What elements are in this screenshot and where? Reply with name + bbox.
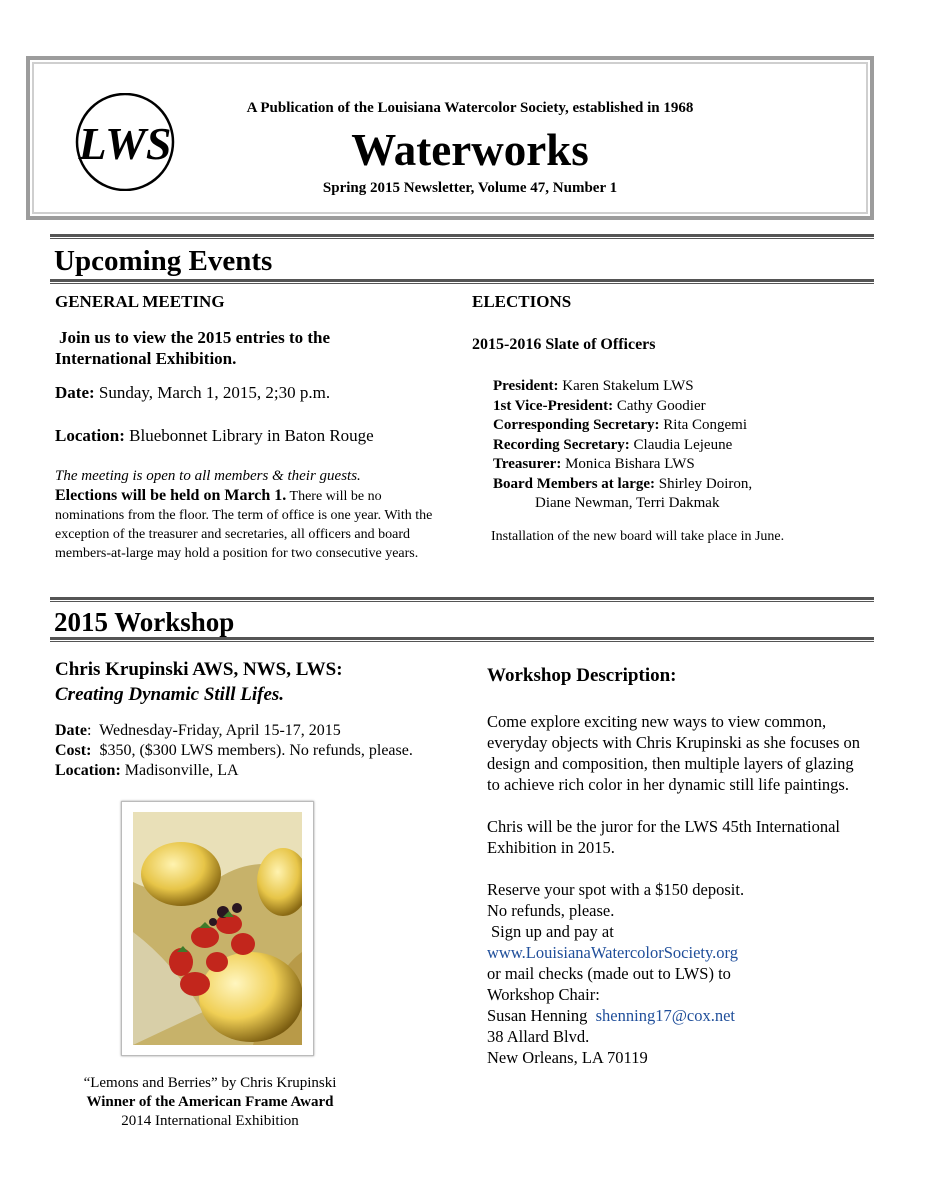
publication-line: A Publication of the Louisiana Watercolor Society, established in 1968 xyxy=(246,100,694,116)
issue-line: Spring 2015 Newsletter, Volume 47, Number 1 xyxy=(322,180,618,196)
meeting-date xyxy=(55,382,435,403)
elections-heading: ELECTIONS xyxy=(472,292,572,311)
address-line-1: 38 Allard Blvd. xyxy=(487,1027,590,1046)
officer-name: Karen Stakelum LWS xyxy=(562,378,694,394)
officer-row xyxy=(493,397,853,417)
section-rule-bottom xyxy=(50,279,874,284)
reserve-line-2: No refunds, please. xyxy=(487,901,615,920)
open-note: The meeting is open to all members & their guests. xyxy=(55,468,361,484)
location-label: Location: xyxy=(55,426,125,445)
workshop-title-heading: 2015 Workshop xyxy=(54,607,235,637)
elections-note xyxy=(55,486,440,563)
painting-image xyxy=(133,812,302,1045)
painting-frame xyxy=(121,801,314,1056)
logo-text: LWS xyxy=(78,118,172,169)
workshop-details xyxy=(55,721,475,781)
officer-role: Corresponding Secretary: xyxy=(493,417,660,433)
reserve-line-3: Sign up and pay at xyxy=(491,922,614,941)
website-link[interactable]: www.LouisianaWatercolorSociety.org xyxy=(487,943,738,962)
location-value: Bluebonnet Library in Baton Rouge xyxy=(129,426,374,445)
painting-caption xyxy=(40,1074,380,1131)
workshop-location xyxy=(55,761,475,781)
officer-row xyxy=(493,436,853,456)
officer-role: 1st Vice-President: xyxy=(493,397,614,414)
slate-heading: 2015-2016 Slate of Officers xyxy=(472,336,656,353)
address-line-2: New Orleans, LA 70119 xyxy=(487,1048,648,1067)
officer-name: Cathy Goodier xyxy=(616,397,706,414)
date-value: Wednesday-Friday, April 15-17, 2015 xyxy=(99,722,341,739)
meeting-location xyxy=(55,425,435,446)
cost-value: $350, ($300 LWS members). No refunds, please. xyxy=(99,742,413,759)
officer-name: Claudia Lejeune xyxy=(633,436,733,453)
officer-row xyxy=(493,416,853,436)
chair-name: Susan Henning xyxy=(487,1006,588,1025)
workshop-date: Date: Wednesday-Friday, April 15-17, 2015 xyxy=(55,722,341,739)
officer-name: Monica Bishara LWS xyxy=(565,456,695,472)
workshop-name: Creating Dynamic Still Lifes. xyxy=(55,684,285,705)
meeting-lead: Join us to view the 2015 entries to the International Exhibition. xyxy=(55,328,331,368)
instructor-line: Chris Krupinski AWS, NWS, LWS: xyxy=(55,659,343,680)
caption-line-2: Winner of the American Frame Award xyxy=(86,1094,334,1110)
date-value: Sunday, March 1, 2015, 2;30 p.m. xyxy=(98,383,331,402)
officer-role: Recording Secretary: xyxy=(493,436,630,453)
workshop-description-heading: Workshop Description: xyxy=(487,665,677,686)
workshop-description xyxy=(487,711,867,1068)
officer-row xyxy=(493,475,853,495)
chair-contact xyxy=(487,1005,867,1026)
date-label: Date xyxy=(55,722,87,739)
officer-role: Treasurer: xyxy=(493,456,562,472)
officer-name: Shirley Doiron, xyxy=(658,475,753,492)
description-paragraph-2: Chris will be the juror for the LWS 45th International Exhibition in 2015. xyxy=(487,817,840,857)
general-meeting-heading: GENERAL MEETING xyxy=(55,292,225,311)
section-rule-top xyxy=(50,234,874,239)
date-label: Date: xyxy=(55,383,95,402)
workshop-rule-top xyxy=(50,597,874,602)
reserve-line-4: or mail checks (made out to LWS) to xyxy=(487,964,731,983)
elections-note-text: There will be no nominations from the floor. The term of office is one year. With the exception of the treasurer and secretaries, all officers and board members-at-large may hold a position for two consecutive years. xyxy=(55,489,433,561)
location-label: Location: xyxy=(55,762,121,779)
chair-email-link[interactable]: shenning17@cox.net xyxy=(595,1006,736,1025)
reserve-line-5: Workshop Chair: xyxy=(487,985,600,1004)
officer-role: Board Members at large: xyxy=(493,475,656,492)
location-value: Madisonville, LA xyxy=(124,762,239,779)
officer-role: President: xyxy=(493,378,559,394)
elections-note-bold: Elections will be held on March 1. xyxy=(55,487,287,504)
newsletter-title: Waterworks xyxy=(351,125,589,175)
cost-label: Cost: xyxy=(55,742,92,759)
workshop-rule-bottom xyxy=(50,637,874,642)
installation-note: Installation of the new board will take place in June. xyxy=(491,529,785,544)
description-paragraph-1: Come explore exciting new ways to view common, everyday objects with Chris Krupinski as she focuses on design and composition, then multiple layers of glazing to achieve rich color in her dynamic still life paintings. xyxy=(487,712,861,794)
officer-name: Rita Congemi xyxy=(663,417,748,433)
reserve-line-1: Reserve your spot with a $150 deposit. xyxy=(487,880,745,899)
caption-line-3: 2014 International Exhibition xyxy=(121,1113,299,1129)
board-continued: Diane Newman, Terri Dakmak xyxy=(535,495,720,511)
officer-row xyxy=(493,455,853,475)
caption-line-1: “Lemons and Berries” by Chris Krupinski xyxy=(83,1075,337,1091)
officer-row xyxy=(493,377,853,397)
upcoming-events-title: Upcoming Events xyxy=(54,245,273,277)
officer-list xyxy=(493,377,853,514)
workshop-cost xyxy=(55,741,475,761)
